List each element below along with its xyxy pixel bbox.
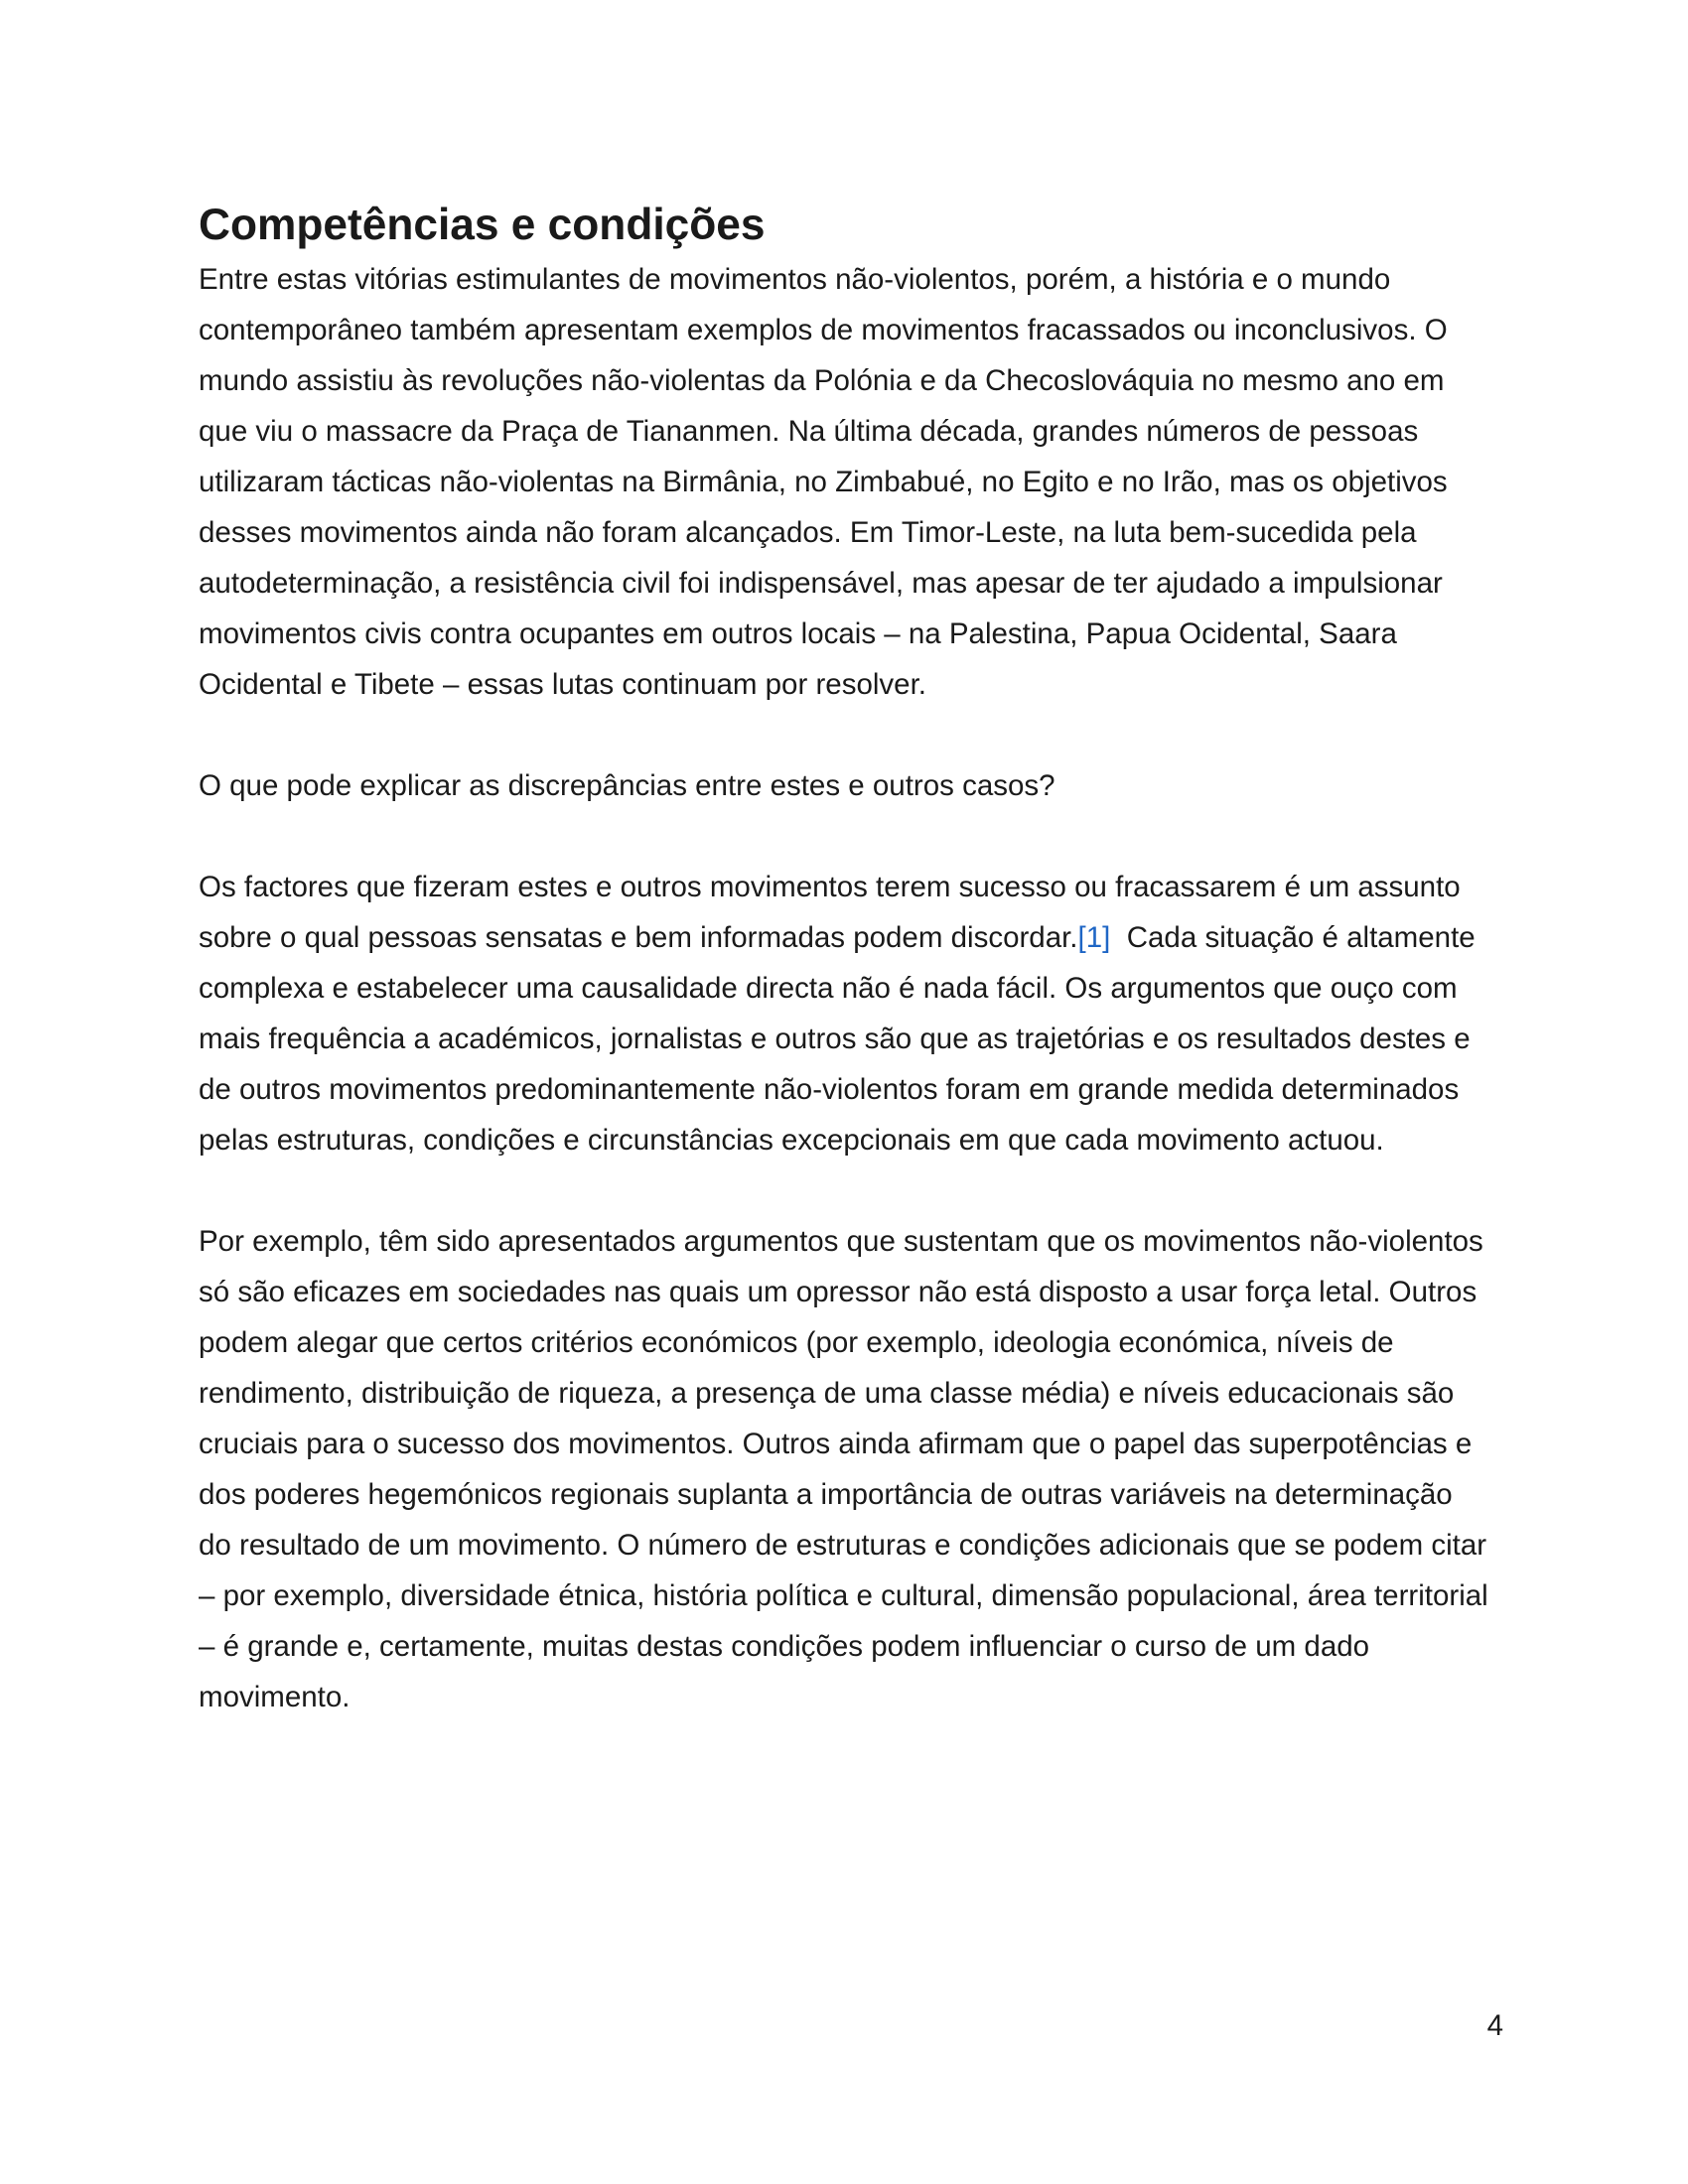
paragraph-4: Por exemplo, têm sido apresentados argumentos que sustentam que os movimentos não-violentos só são eficazes em sociedades nas quais um opressor não está disposto a usar força letal. Outros podem alegar que certos critérios económicos (por exemplo, ideologia económica, níveis de rendimento, distribuição de riqueza, a presença de uma classe média) e níveis educacionais são cruciais para o sucesso dos movimentos. Outros ainda afirmam que o papel das superpotências e dos poderes hegemónicos regionais suplanta a importância de outras variáveis na determinação do resultado de um movimento. O número de estruturas e condições adicionais que se podem citar – por exemplo, diversidade étnica, história política e cultural, dimensão populacional, área territorial – é grande e, certamente, muitas destas condições podem influenciar o curso de um dado movimento.	[199, 1225, 1488, 1713]
paragraph-2-question: O que pode explicar as discrepâncias entre estes e outros casos?	[199, 769, 1055, 802]
footnote-reference-link[interactable]: [1]	[1077, 921, 1111, 954]
paragraph-3-text-start: Os factores que fizeram estes e outros movimentos terem sucesso ou fracassarem é um assunto sobre o qual pessoas sensatas e bem informadas podem discordar.	[199, 871, 1461, 954]
paragraph-3-text-end: Cada situação é altamente complexa e estabelecer uma causalidade directa não é nada fácil. Os argumentos que ouço com mais frequência a académicos, jornalistas e outros são que as trajetórias e os resultados destes e de outros movimentos predominantemente não-violentos foram em grande medida determinados pelas estruturas, condições e circunstâncias excepcionais em que cada movimento actuou.	[199, 921, 1483, 1157]
section-heading: Competências e condições	[199, 201, 766, 249]
document-body	[199, 199, 1489, 1773]
paragraph-1: Entre estas vitórias estimulantes de movimentos não-violentos, porém, a história e o mundo contemporâneo também apresentam exemplos de movimentos fracassados ou inconclusivos. O mundo assistiu às revoluções não-violentas da Polónia e da Checoslováquia no mesmo ano em que viu o massacre da Praça de Tiananmen. Na última década, grandes números de pessoas utilizaram tácticas não-violentas na Birmânia, no Zimbabué, no Egito e no Irão, mas os objetivos desses movimentos ainda não foram alcançados. Em Timor-Leste, na luta bem-sucedida pela autodeterminação, a resistência civil foi indispensável, mas apesar de ter ajudado a impulsionar movimentos civis contra ocupantes em outros locais – na Palestina, Papua Ocidental, Saara Ocidental e Tibete – essas lutas continuam por resolver.	[199, 263, 1448, 701]
page-number: 4	[1486, 2009, 1503, 2042]
paragraph-3	[199, 862, 1489, 1165]
